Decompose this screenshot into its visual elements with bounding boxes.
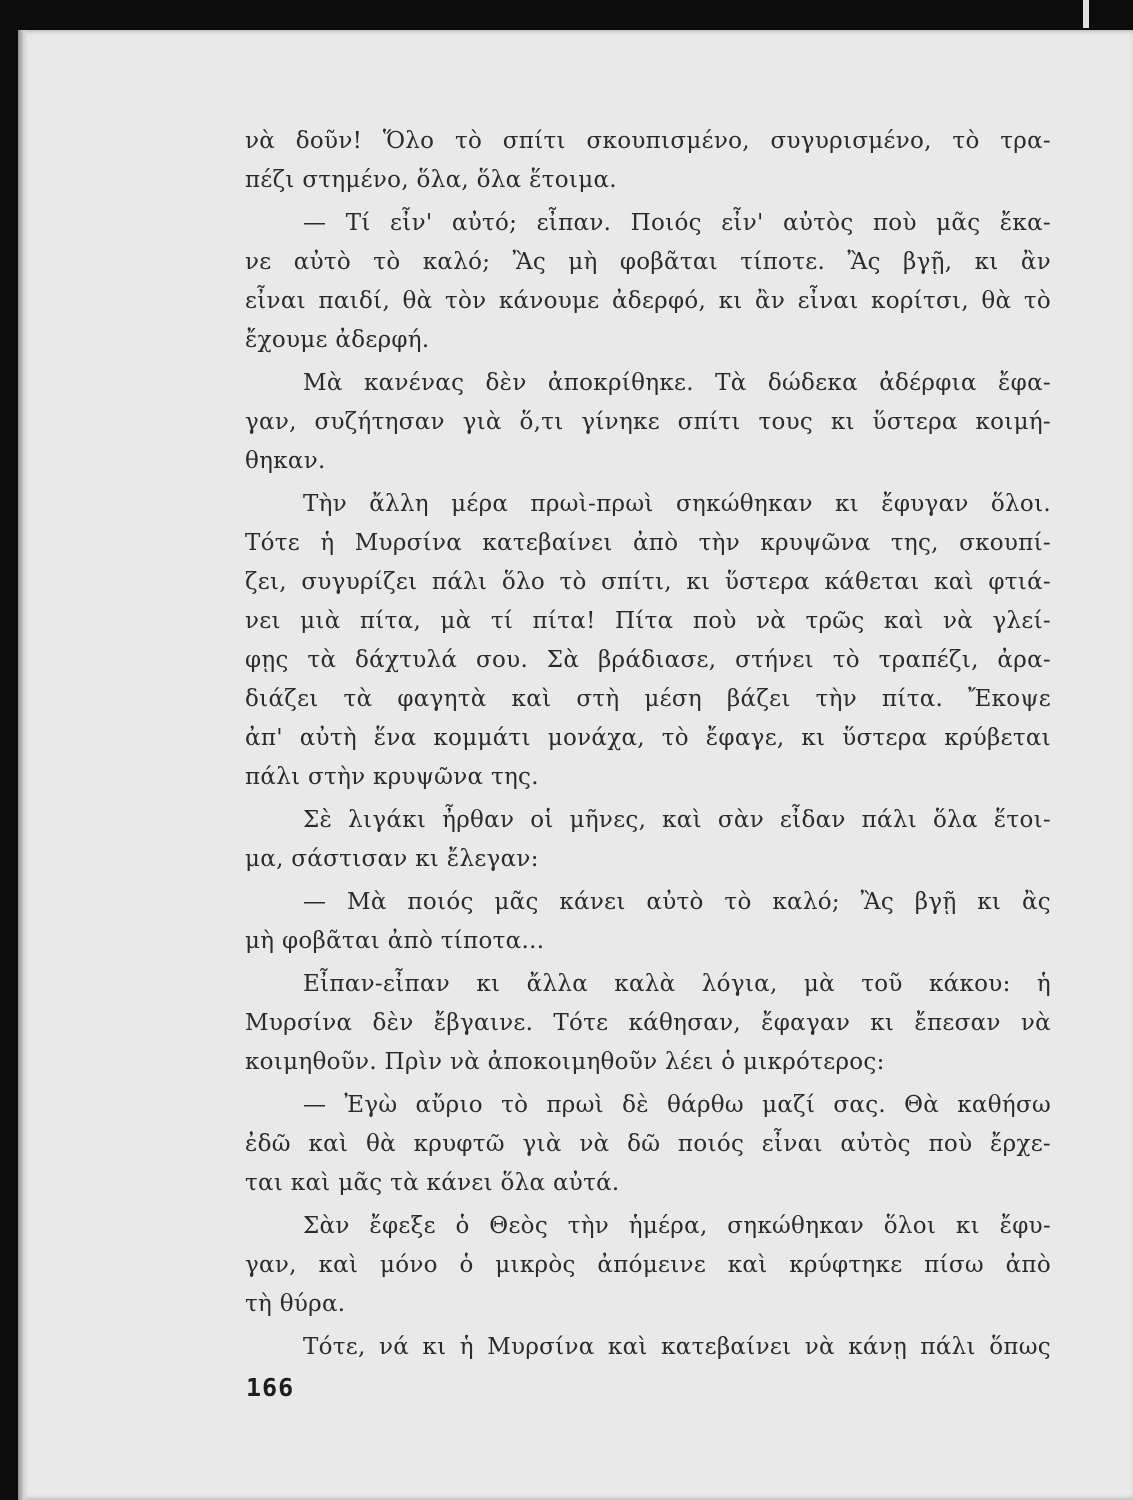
page-text <box>245 122 1051 1367</box>
text-line: μα, σάστισαν κι ἔλεγαν: <box>245 846 539 872</box>
text-line: πέζι στημένο, ὅλα, ὅλα ἕτοιμα. <box>245 167 617 193</box>
scan-edge-mark <box>1083 0 1089 28</box>
text-line: ἀπ' αὐτὴ ἕνα κομμάτι μονάχα, τὸ ἔφαγε, κι ὕστερα κρύβεται <box>245 725 1051 751</box>
text-line: Μυρσίνα δὲν ἔβγαινε. Τότε κάθησαν, ἔφαγαν κι ἔπεσαν νὰ <box>245 1010 1051 1036</box>
text-line: θηκαν. <box>245 448 326 474</box>
text-line: ἔχουμε ἀδερφή. <box>245 327 430 353</box>
text-line: Σὲ λιγάκι ἦρθαν οἱ μῆνες, καὶ σὰν εἶδαν πάλι ὅλα ἕτοι- <box>303 807 1051 833</box>
text-line: Εἶπαν-εἶπαν κι ἄλλα καλὰ λόγια, μὰ τοῦ κάκου: ἡ <box>303 971 1051 997</box>
book-page <box>18 30 1133 1500</box>
text-line: ζει, συγυρίζει πάλι ὅλο τὸ σπίτι, κι ὕστερα κάθεται καὶ φτιά- <box>245 569 1051 595</box>
text-line: νὰ δοῦν! Ὅλο τὸ σπίτι σκουπισμένο, συγυρισμένο, τὸ τρα- <box>245 128 1051 154</box>
text-line: φῃς τὰ δάχτυλά σου. Σὰ βράδιασε, στήνει τὸ τραπέζι, ἀρα- <box>245 647 1051 673</box>
text-line: τὴ θύρα. <box>245 1291 346 1317</box>
text-line: γαν, συζήτησαν γιὰ ὅ,τι γίνηκε σπίτι τους κι ὕστερα κοιμή- <box>245 409 1051 435</box>
text-line: ἐδῶ καὶ θὰ κρυφτῶ γιὰ νὰ δῶ ποιός εἶναι αὐτὸς ποὺ ἔρχε- <box>245 1131 1051 1157</box>
text-line: εἶναι παιδί, θὰ τὸν κάνουμε ἀδερφό, κι ἂν εἶναι κορίτσι, θὰ τὸ <box>245 288 1051 314</box>
text-line: Σὰν ἔφεξε ὁ Θεὸς τὴν ἡμέρα, σηκώθηκαν ὅλοι κι ἔφυ- <box>303 1213 1051 1239</box>
text-line: Τὴν ἄλλη μέρα πρωὶ-πρωὶ σηκώθηκαν κι ἔφυγαν ὅλοι. <box>303 491 1051 517</box>
text-line: Μὰ κανένας δὲν ἀποκρίθηκε. Τὰ δώδεκα ἀδέρφια ἔφα- <box>303 370 1051 396</box>
text-line: μὴ φοβᾶται ἀπὸ τίποτα... <box>245 928 545 954</box>
text-line: νει μιὰ πίτα, μὰ τί πίτα! Πίτα ποὺ νὰ τρῶς καὶ νὰ γλεί- <box>245 608 1051 634</box>
text-line: Τότε, νά κι ἡ Μυρσίνα καὶ κατεβαίνει νὰ κάνῃ πάλι ὅπως <box>303 1334 1051 1360</box>
text-line: — Μὰ ποιός μᾶς κάνει αὐτὸ τὸ καλό; Ἂς βγῇ κι ἂς <box>303 889 1051 915</box>
text-line: κοιμηθοῦν. Πρὶν νὰ ἀποκοιμηθοῦν λέει ὁ μικρότερος: <box>245 1049 885 1075</box>
text-line: Τότε ἡ Μυρσίνα κατεβαίνει ἀπὸ τὴν κρυψῶνα της, σκουπί- <box>245 530 1051 556</box>
text-line: ται καὶ μᾶς τὰ κάνει ὅλα αὐτά. <box>245 1170 620 1196</box>
text-line: πάλι στὴν κρυψῶνα της. <box>245 764 539 790</box>
text-line: διάζει τὰ φαγητὰ καὶ στὴ μέση βάζει τὴν πίτα. Ἔκοψε <box>245 686 1051 712</box>
text-line: — Ἐγὼ αὔριο τὸ πρωὶ δὲ θάρθω μαζί σας. Θὰ καθήσω <box>303 1092 1051 1118</box>
text-line: — Τί εἶν' αὐτό; εἶπαν. Ποιός εἶν' αὐτὸς ποὺ μᾶς ἔκα- <box>303 210 1051 236</box>
text-line: νε αὐτὸ τὸ καλό; Ἂς μὴ φοβᾶται τίποτε. Ἂς βγῇ, κι ἂν <box>245 249 1051 275</box>
page-number: 166 <box>246 1373 295 1402</box>
text-line: γαν, καὶ μόνο ὁ μικρὸς ἀπόμεινε καὶ κρύφτηκε πίσω ἀπὸ <box>245 1252 1051 1278</box>
